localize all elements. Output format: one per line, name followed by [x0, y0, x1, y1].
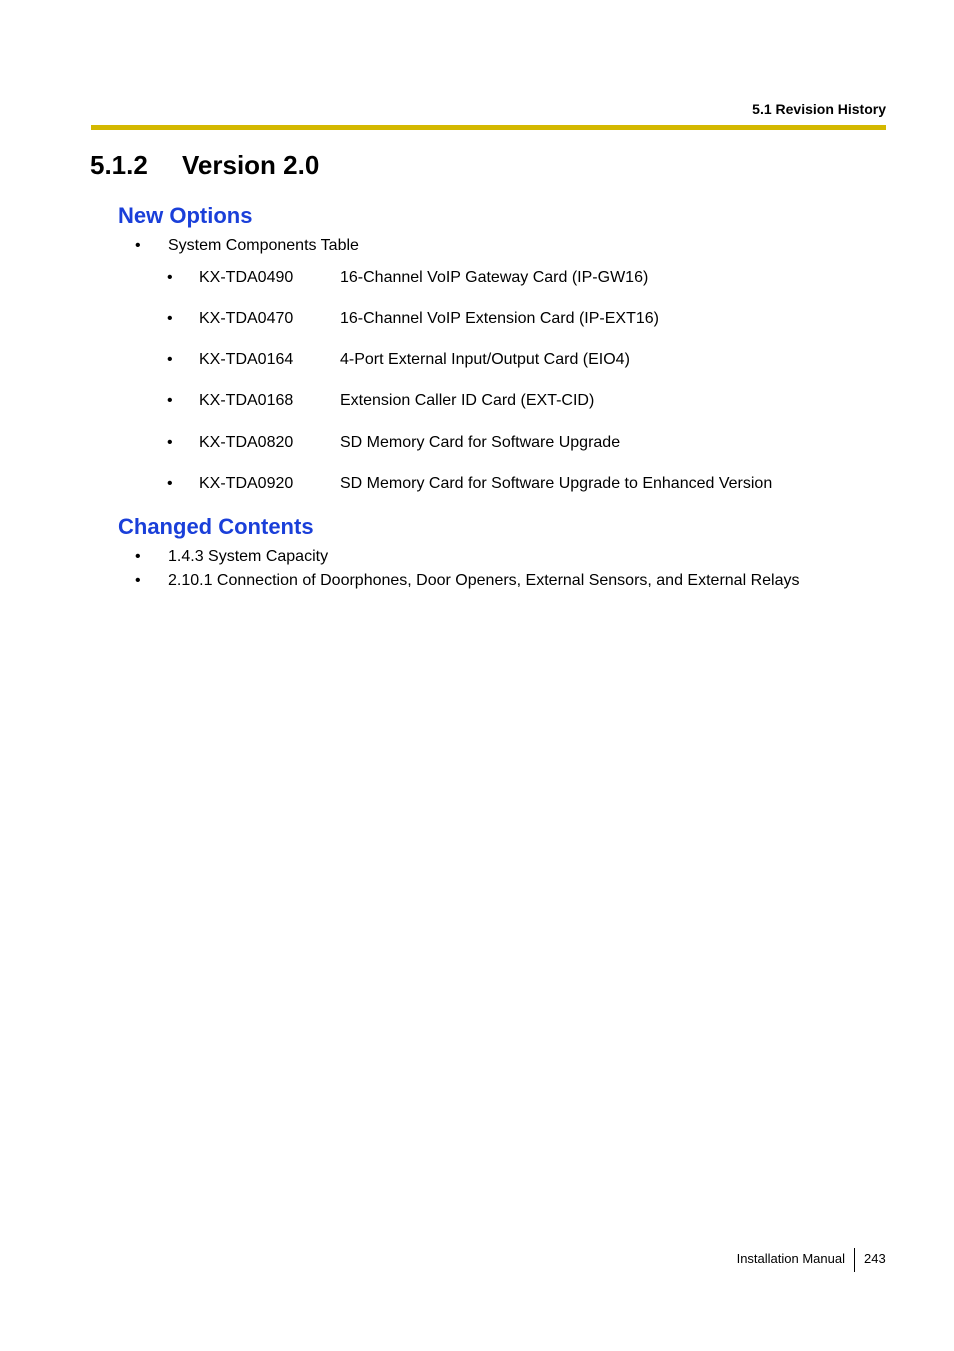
bullet: • [135, 548, 141, 565]
component-model: KX-TDA0470 [199, 310, 294, 327]
section-title [90, 150, 319, 181]
list-item-label: 1.4.3 System Capacity [168, 548, 329, 565]
section-title-text: Version 2.0 [182, 150, 320, 180]
bullet: • [167, 269, 173, 286]
bullet: • [167, 475, 173, 492]
bullet: • [167, 310, 173, 327]
component-model: KX-TDA0490 [199, 269, 294, 286]
component-description: 16-Channel VoIP Extension Card (IP-EXT16) [340, 310, 659, 327]
component-description: 4-Port External Input/Output Card (EIO4) [340, 351, 630, 368]
list-item-label: 2.10.1 Connection of Doorphones, Door Openers, External Sensors, and External Relays [168, 572, 800, 589]
bullet: • [167, 434, 173, 451]
bullet: • [135, 572, 141, 589]
bullet: • [135, 237, 141, 254]
list-item-label: System Components Table [168, 237, 359, 254]
component-model: KX-TDA0920 [199, 475, 294, 492]
page-number: 243 [864, 1251, 886, 1266]
component-description: 16-Channel VoIP Gateway Card (IP-GW16) [340, 269, 649, 286]
bullet: • [167, 392, 173, 409]
component-model: KX-TDA0168 [199, 392, 294, 409]
bullet: • [167, 351, 173, 368]
component-description: SD Memory Card for Software Upgrade to Enhanced Version [340, 475, 773, 492]
section-number: 5.1.2 [90, 150, 148, 180]
component-description: Extension Caller ID Card (EXT-CID) [340, 392, 595, 409]
running-header: 5.1 Revision History [752, 101, 886, 117]
new-options-heading: New Options [118, 203, 253, 228]
footer-separator [854, 1248, 855, 1272]
component-model: KX-TDA0820 [199, 434, 294, 451]
header-rule [91, 125, 886, 130]
component-model: KX-TDA0164 [199, 351, 294, 368]
footer-label: Installation Manual [736, 1251, 845, 1266]
changed-contents-heading: Changed Contents [118, 514, 314, 539]
component-description: SD Memory Card for Software Upgrade [340, 434, 621, 451]
